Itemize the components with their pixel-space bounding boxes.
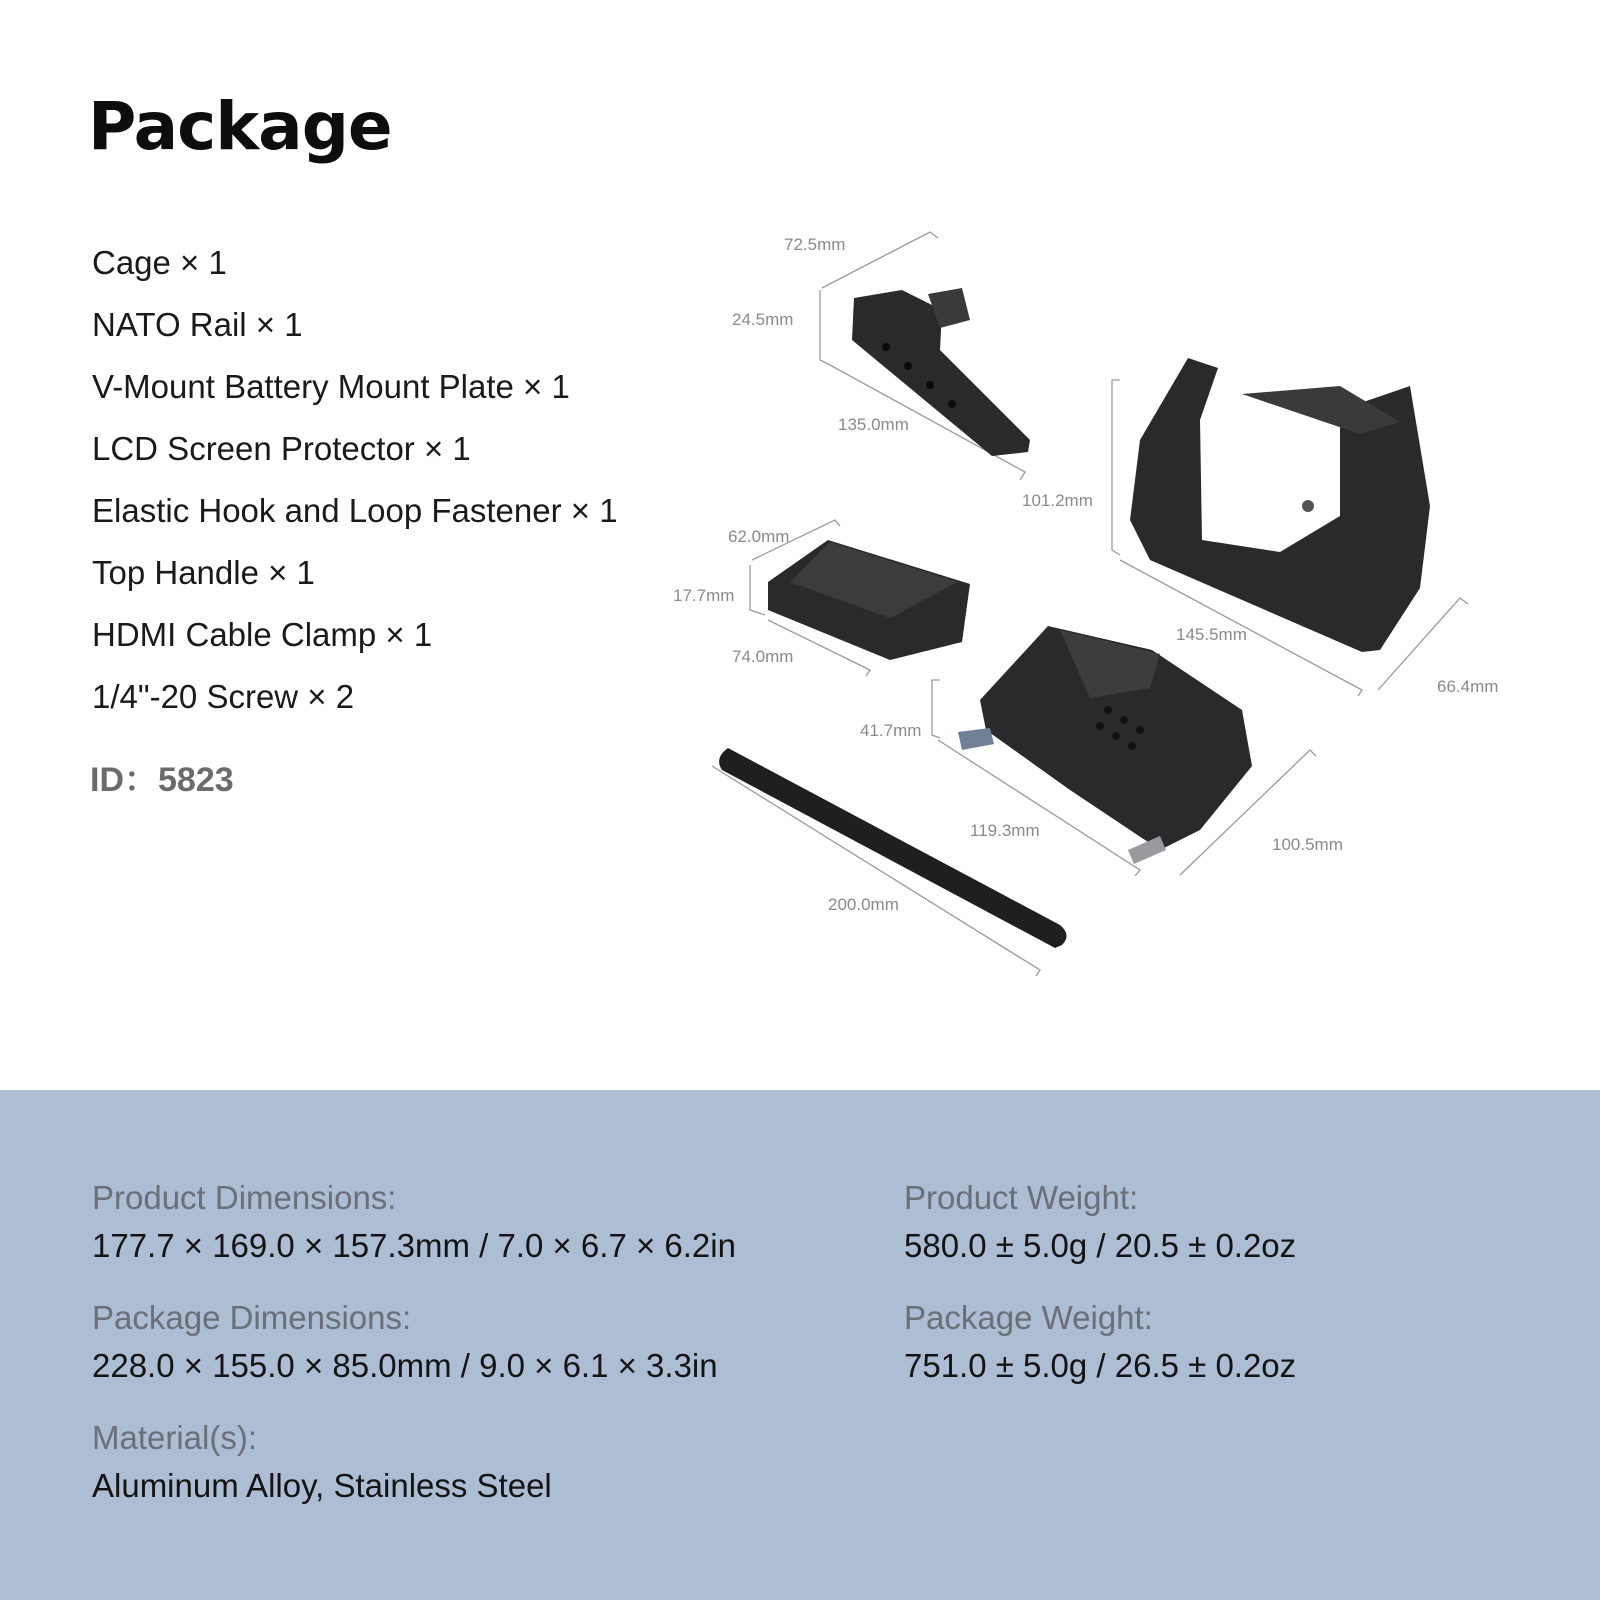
list-item: Elastic Hook and Loop Fastener × 1	[92, 492, 618, 529]
spec-value: 177.7 × 169.0 × 157.3mm / 7.0 × 6.7 × 6.2in	[92, 1227, 736, 1264]
lcd-screen-protector	[768, 540, 970, 660]
dim-label: 72.5mm	[784, 235, 846, 254]
dim-label: 119.3mm	[970, 821, 1040, 840]
list-item: LCD Screen Protector × 1	[92, 430, 471, 467]
dim-label: 74.0mm	[732, 647, 794, 666]
product-dimension-diagram	[640, 210, 1520, 1010]
spec-value: 228.0 × 155.0 × 85.0mm / 9.0 × 6.1 × 3.3in	[92, 1347, 718, 1384]
dim-label: 24.5mm	[732, 310, 794, 329]
product-id: ID：5823	[90, 761, 234, 799]
camera-cage	[1130, 358, 1430, 652]
dim-label: 135.0mm	[838, 415, 909, 434]
spec-label: Package Dimensions:	[92, 1299, 412, 1336]
spec-materials	[92, 1418, 552, 1506]
dim-label: 200.0mm	[828, 895, 899, 914]
spec-label: Product Weight:	[904, 1179, 1139, 1216]
spec-product-weight	[904, 1178, 1296, 1266]
list-item: 1/4"-20 Screw × 2	[92, 678, 355, 715]
spec-value: Aluminum Alloy, Stainless Steel	[92, 1467, 552, 1504]
list-item: V-Mount Battery Mount Plate × 1	[92, 368, 570, 405]
page-title: Package	[88, 88, 392, 165]
list-item: Top Handle × 1	[92, 554, 315, 591]
dim-label: 101.2mm	[1022, 491, 1093, 510]
dim-label: 41.7mm	[860, 721, 922, 740]
spec-product-dimensions	[92, 1178, 736, 1266]
package-contents-list	[92, 232, 618, 728]
list-item: Cage × 1	[92, 244, 227, 281]
spec-label: Package Weight:	[904, 1299, 1153, 1336]
dim-label: 17.7mm	[673, 586, 735, 605]
dim-label: 62.0mm	[728, 527, 790, 546]
dim-label: 145.5mm	[1176, 625, 1247, 644]
dim-label: 100.5mm	[1272, 835, 1343, 854]
spec-value: 751.0 ± 5.0g / 26.5 ± 0.2oz	[904, 1347, 1297, 1384]
spec-package-dimensions	[92, 1298, 718, 1386]
spec-label: Material(s):	[92, 1419, 258, 1456]
hook-loop-strap	[719, 748, 1066, 948]
spec-package-weight	[904, 1298, 1296, 1386]
specs-panel	[0, 1090, 1600, 1600]
list-item: HDMI Cable Clamp × 1	[92, 616, 433, 653]
spec-label: Product Dimensions:	[92, 1179, 397, 1216]
spec-value: 580.0 ± 5.0g / 20.5 ± 0.2oz	[904, 1227, 1297, 1264]
dim-label: 66.4mm	[1437, 677, 1499, 696]
list-item: NATO Rail × 1	[92, 306, 303, 343]
